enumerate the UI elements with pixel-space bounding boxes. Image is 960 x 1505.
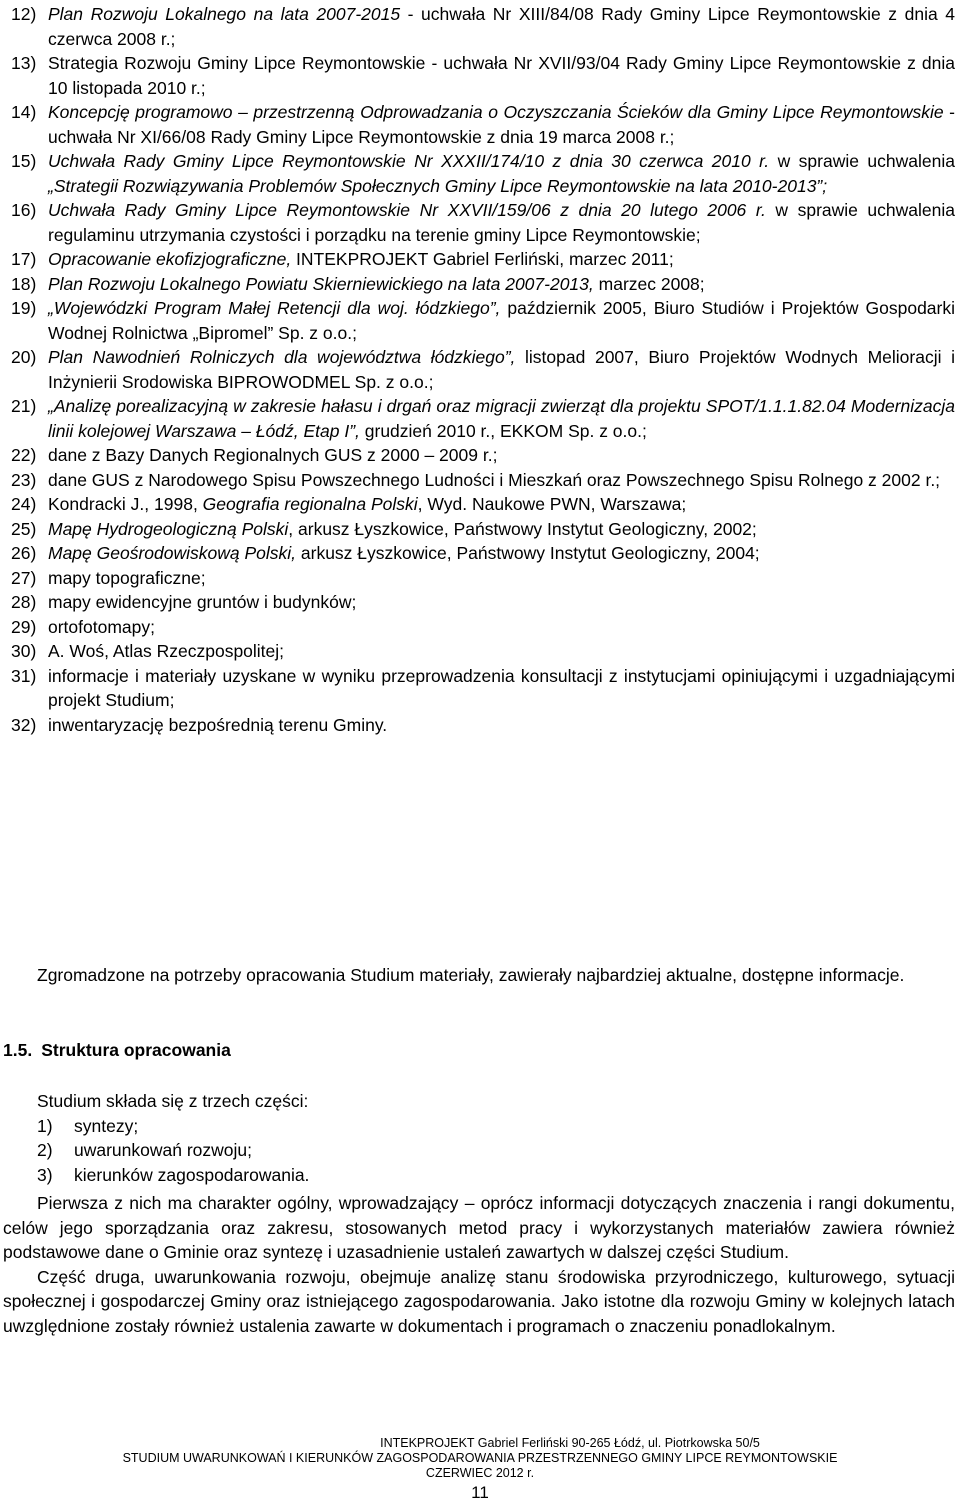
reference-text-part: arkusz Łyszkowice, Państwowy Instytut Geologiczny, 2004; (296, 543, 760, 563)
reference-item (11, 51, 955, 100)
reference-item (11, 394, 955, 443)
reference-number: 31) (11, 665, 37, 686)
reference-item (11, 566, 955, 591)
footer-date: CZERWIEC 2012 r. (425, 1466, 535, 1480)
footer-company: INTEKPROJEKT Gabriel Ferliński 90-265 Łódź, ul. Piotrkowska 50/5 (380, 1436, 760, 1450)
reference-text-part: w sprawie uchwalenia regulaminu utrzymania czystości i porządku na terenie gminy Lipce Reymontowskie; (48, 200, 955, 245)
reference-text (48, 272, 955, 297)
reference-number: 14) (11, 102, 37, 122)
reference-text-part: - uchwała Nr XVII/93/04 Rady Gminy Lipce Reymontowskie z dnia 10 listopada 2010 r.; (48, 53, 955, 98)
reference-text-part: Uchwała Rady Gminy Lipce Reymontowskie Nr XXVII/159/06 z dnia 20 lutego 2006 r. (48, 200, 766, 220)
reference-number: 18) (11, 273, 37, 294)
section-number: 1.5. (3, 1040, 33, 1060)
reference-item (11, 247, 955, 272)
reference-text (48, 149, 955, 198)
reference-number: 23) (11, 469, 37, 490)
structure-list (37, 1089, 955, 1187)
reference-text (48, 492, 955, 517)
list-item-number: 1) (37, 1115, 53, 1136)
reference-number: 17) (11, 249, 37, 269)
reference-text (48, 443, 955, 468)
reference-text-part: marzec 2008; (593, 273, 705, 294)
reference-item (11, 468, 955, 493)
reference-item (11, 713, 955, 738)
reference-number: 12) (11, 4, 37, 24)
footer-document-title: STUDIUM UWARUNKOWAŃ I KIERUNKÓW ZAGOSPODAROWANIA PRZESTRZENNEGO GMINY LIPCE REYMONTOWSKIE (122, 1451, 838, 1465)
reference-text-part: A. Woś, Atlas Rzeczpospolitej; (48, 641, 285, 661)
reference-text-part: w sprawie uchwalenia (769, 151, 955, 171)
reference-number: 29) (11, 616, 37, 637)
reference-text-part: , arkusz Łyszkowice, Państwowy Instytut Geologiczny, 2002; (288, 518, 757, 539)
page-number: 11 (471, 1483, 489, 1502)
page-footer (0, 1436, 960, 1481)
reference-text-part: dane z Bazy Danych Regionalnych GUS z 2000 – 2009 r.; (48, 445, 498, 465)
reference-text (48, 296, 955, 345)
reference-text-part: Koncepcję programowo – przestrzenną Odprowadzania o Oczyszczania Ścieków dla Gminy Lipce Reymontowskie (48, 102, 944, 122)
reference-text (48, 517, 955, 542)
reference-text-part: Mapę Geośrodowiskową Polski, (48, 543, 297, 563)
body-paragraph: Pierwsza z nich ma charakter ogólny, wprowadzający – oprócz informacji dotyczących znaczenia i rangi dokumentu, celów jego sporządzania oraz zakresu, stosowanych metod pracy i wykorzystanych materiałów zawiera również podstawowe dane o Gminie oraz syntezę i uzasadnienie ustaleń zawartych w dalszej części Studium. (3, 1193, 955, 1262)
reference-item (11, 2, 955, 51)
reference-text (48, 247, 955, 272)
reference-text-part: „Wojewódzki Program Małej Retencji dla woj. łódzkiego”, (48, 298, 501, 318)
reference-item (11, 517, 955, 542)
reference-number: 15) (11, 151, 37, 171)
reference-item (11, 149, 955, 198)
reference-text-part: - uchwała Nr XIII/84/08 Rady Gminy Lipce Reymontowskie z dnia 4 czerwca 2008 r.; (48, 4, 955, 49)
structure-intro: Studium składa się z trzech części: (37, 1091, 309, 1111)
reference-number: 26) (11, 543, 37, 563)
list-item (37, 1163, 955, 1188)
reference-text-part: ortofotomapy; (48, 616, 155, 637)
list-item-text: kierunków zagospodarowania. (74, 1164, 310, 1185)
reference-text-part: Plan Rozwoju Lokalnego na lata 2007-2015 (48, 4, 401, 24)
reference-text (48, 468, 955, 493)
reference-item (11, 639, 955, 664)
reference-text (48, 198, 955, 247)
body-text (3, 1191, 955, 1338)
reference-number: 16) (11, 200, 37, 220)
reference-item (11, 100, 955, 149)
reference-text (48, 639, 955, 664)
reference-text-part: mapy topograficzne; (48, 567, 206, 588)
reference-number: 19) (11, 298, 37, 318)
reference-number: 22) (11, 445, 37, 465)
reference-text (48, 394, 955, 443)
reference-text-part: Plan Nawodnień Rolniczych dla województwa łódzkiego”, (48, 347, 516, 367)
reference-item (11, 664, 955, 713)
reference-text-part: , Wyd. Naukowe PWN, Warszawa; (417, 494, 687, 514)
reference-text-part: - uchwała Nr XI/66/08 Rady Gminy Lipce Reymontowskie z dnia 19 marca 2008 r.; (48, 102, 955, 147)
reference-text (48, 566, 955, 591)
reference-text (48, 664, 955, 713)
summary-paragraph: Zgromadzone na potrzeby opracowania Studium materiały, zawierały najbardziej aktualne, dostępne informacje. (37, 965, 905, 985)
section-title: Struktura opracowania (41, 1040, 231, 1060)
reference-text-part: Strategia Rozwoju Gminy Lipce Reymontowskie (48, 53, 426, 73)
reference-text-part: Geografia regionalna Polski (202, 494, 418, 514)
list-item-text: uwarunkowań rozwoju; (74, 1140, 253, 1160)
reference-text-part: październik 2005, Biuro Studiów i Projektów Gospodarki Wodnej Rolnictwa „Bipromel” Sp. z o.o.; (48, 298, 955, 343)
reference-text (48, 541, 955, 566)
reference-text-part: mapy ewidencyjne gruntów i budynków; (48, 592, 357, 612)
reference-text (48, 100, 955, 149)
reference-text-part: Mapę Hydrogeologiczną Polski (48, 518, 289, 539)
list-item-text: syntezy; (74, 1115, 139, 1136)
reference-item (11, 615, 955, 640)
reference-list (11, 2, 955, 737)
reference-text (48, 51, 955, 100)
reference-number: 30) (11, 641, 37, 661)
reference-text-part: informacje i materiały uzyskane w wyniku przeprowadzenia konsultacji z instytucjami opiniującymi i uzgadniającymi projekt Studium; (48, 665, 955, 710)
reference-text-part: INTEKPROJEKT Gabriel Ferliński, marzec 2011; (291, 249, 674, 269)
reference-text-part: Uchwała Rady Gminy Lipce Reymontowskie Nr XXXII/174/10 z dnia 30 czerwca 2010 r. (48, 151, 770, 171)
reference-number: 28) (11, 592, 37, 612)
reference-number: 32) (11, 714, 37, 735)
list-item-number: 3) (37, 1164, 53, 1185)
reference-item (11, 590, 955, 615)
reference-number: 20) (11, 347, 37, 367)
reference-number: 13) (11, 53, 37, 73)
reference-text-part: Kondracki J., 1998, (48, 494, 203, 514)
reference-text (48, 615, 955, 640)
list-item-number: 2) (37, 1140, 53, 1160)
reference-number: 27) (11, 567, 37, 588)
reference-number: 25) (11, 518, 37, 539)
reference-text-part: grudzień 2010 r., EKKOM Sp. z o.o.; (359, 420, 647, 441)
reference-text-part: Plan Rozwoju Lokalnego Powiatu Skierniewickiego na lata 2007-2013, (48, 273, 594, 294)
reference-text (48, 2, 955, 51)
section-heading (3, 1038, 231, 1063)
reference-number: 24) (11, 494, 37, 514)
reference-text-part: „Analizę porealizacyjną w zakresie hałasu i drgań oraz migracji zwierząt dla projektu SPOT/1.1.1.82.04 Modernizacja linii kolejowej Warszawa – Łódź, Etap I”, (48, 396, 955, 441)
reference-text (48, 590, 955, 615)
reference-item (11, 541, 955, 566)
reference-text-part: inwentaryzację bezpośrednią terenu Gminy. (48, 714, 388, 735)
reference-text-part: dane GUS z Narodowego Spisu Powszechnego Ludności i Mieszkań oraz Powszechnego Spisu Rolnego z 2002 r.; (48, 469, 941, 490)
reference-text (48, 345, 955, 394)
reference-item (11, 492, 955, 517)
reference-text (48, 713, 955, 738)
reference-item (11, 443, 955, 468)
list-item (37, 1114, 955, 1139)
reference-item (11, 296, 955, 345)
reference-text-part: listopad 2007, Biuro Projektów Wodnych Melioracji i Inżynierii Srodowiska BIPROWODMEL Sp. z o.o.; (48, 347, 955, 392)
body-paragraph: Część druga, uwarunkowania rozwoju, obejmuje analizę stanu środowiska przyrodniczego, kulturowego, sytuacji społecznej i gospodarczej Gminy oraz istniejącego zagospodarowania. Jako istotne dla rozwoju Gminy w kolejnych latach uwzględnione zostały również ustalenia zawarte w dokumentach i programach o znaczeniu ponadlokalnym. (3, 1266, 955, 1336)
reference-item (11, 345, 955, 394)
reference-item (11, 198, 955, 247)
list-item (37, 1138, 955, 1163)
reference-number: 21) (11, 396, 37, 416)
reference-text-part: Opracowanie ekofizjograficzne, (48, 249, 292, 269)
reference-text-part: „Strategii Rozwiązywania Problemów Społecznych Gminy Lipce Reymontowskie na lata 2010-2013”; (48, 175, 828, 196)
reference-item (11, 272, 955, 297)
